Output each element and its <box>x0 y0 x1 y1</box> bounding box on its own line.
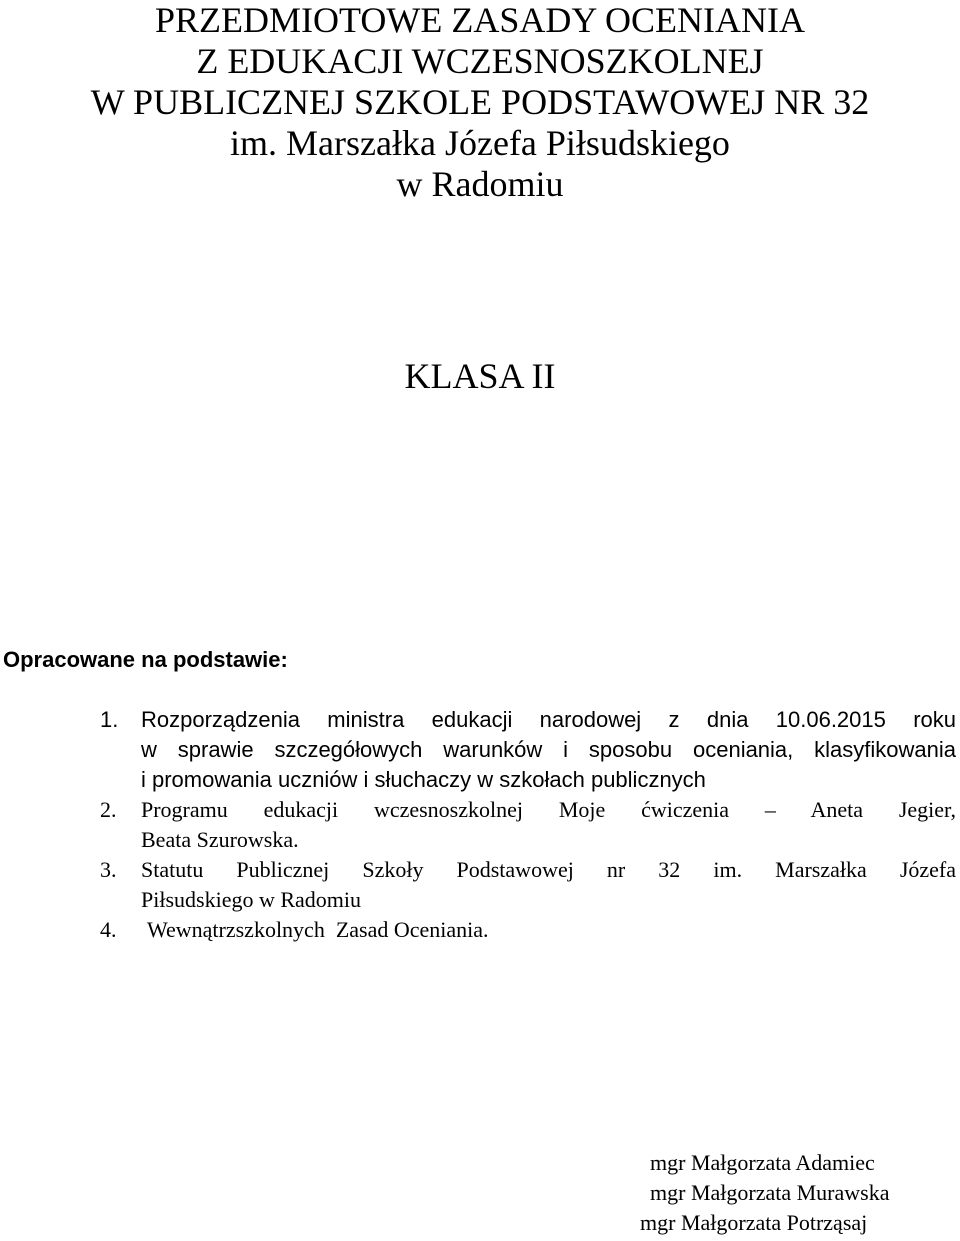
author-name: mgr Małgorzata Murawska <box>650 1180 890 1205</box>
list-item-number: 3. <box>100 857 117 882</box>
document-title <box>0 0 960 205</box>
list-item-line: Programu edukacji wczesnoszkolnej Moje ćwiczenia – Aneta Jegier, <box>141 797 956 822</box>
list-item-number: 1. <box>100 707 119 732</box>
author-name: mgr Małgorzata Potrząsaj <box>640 1210 868 1235</box>
title-line: w Radomiu <box>396 164 564 204</box>
list-item <box>100 915 956 945</box>
list-item-line: Beata Szurowska. <box>141 827 299 852</box>
list-item-line: i promowania uczniów i słuchaczy w szkołach publicznych <box>141 767 706 792</box>
list-item <box>100 705 956 795</box>
list-item-line: Rozporządzenia ministra edukacji narodowej z dnia 10.06.2015 roku <box>141 707 956 732</box>
title-line: PRZEDMIOTOWE ZASADY OCENIANIA <box>155 0 805 40</box>
list-item-line: Wewnątrzszkolnych Zasad Oceniania. <box>147 917 489 942</box>
list-item-number: 4. <box>100 917 117 942</box>
list-item-number: 2. <box>100 797 117 822</box>
list-item <box>100 855 956 915</box>
list-item-line: w sprawie szczegółowych warunków i sposobu oceniania, klasyfikowania <box>141 737 956 762</box>
list-item-line: Statutu Publicznej Szkoły Podstawowej nr 32 im. Marszałka Józefa <box>141 857 956 882</box>
list-item <box>100 795 956 855</box>
list-item-line: Piłsudskiego w Radomiu <box>141 887 362 912</box>
basis-list <box>100 705 956 945</box>
class-label: KLASA II <box>404 356 556 396</box>
title-line: Z EDUKACJI WCZESNOSZKOLNEJ <box>196 41 764 81</box>
title-line: W PUBLICZNEJ SZKOLE PODSTAWOWEJ NR 32 <box>90 82 870 122</box>
author-name: mgr Małgorzata Adamiec <box>650 1150 875 1175</box>
authors <box>640 1148 955 1238</box>
title-line: im. Marszałka Józefa Piłsudskiego <box>230 123 730 163</box>
basis-heading: Opracowane na podstawie: <box>3 647 288 672</box>
